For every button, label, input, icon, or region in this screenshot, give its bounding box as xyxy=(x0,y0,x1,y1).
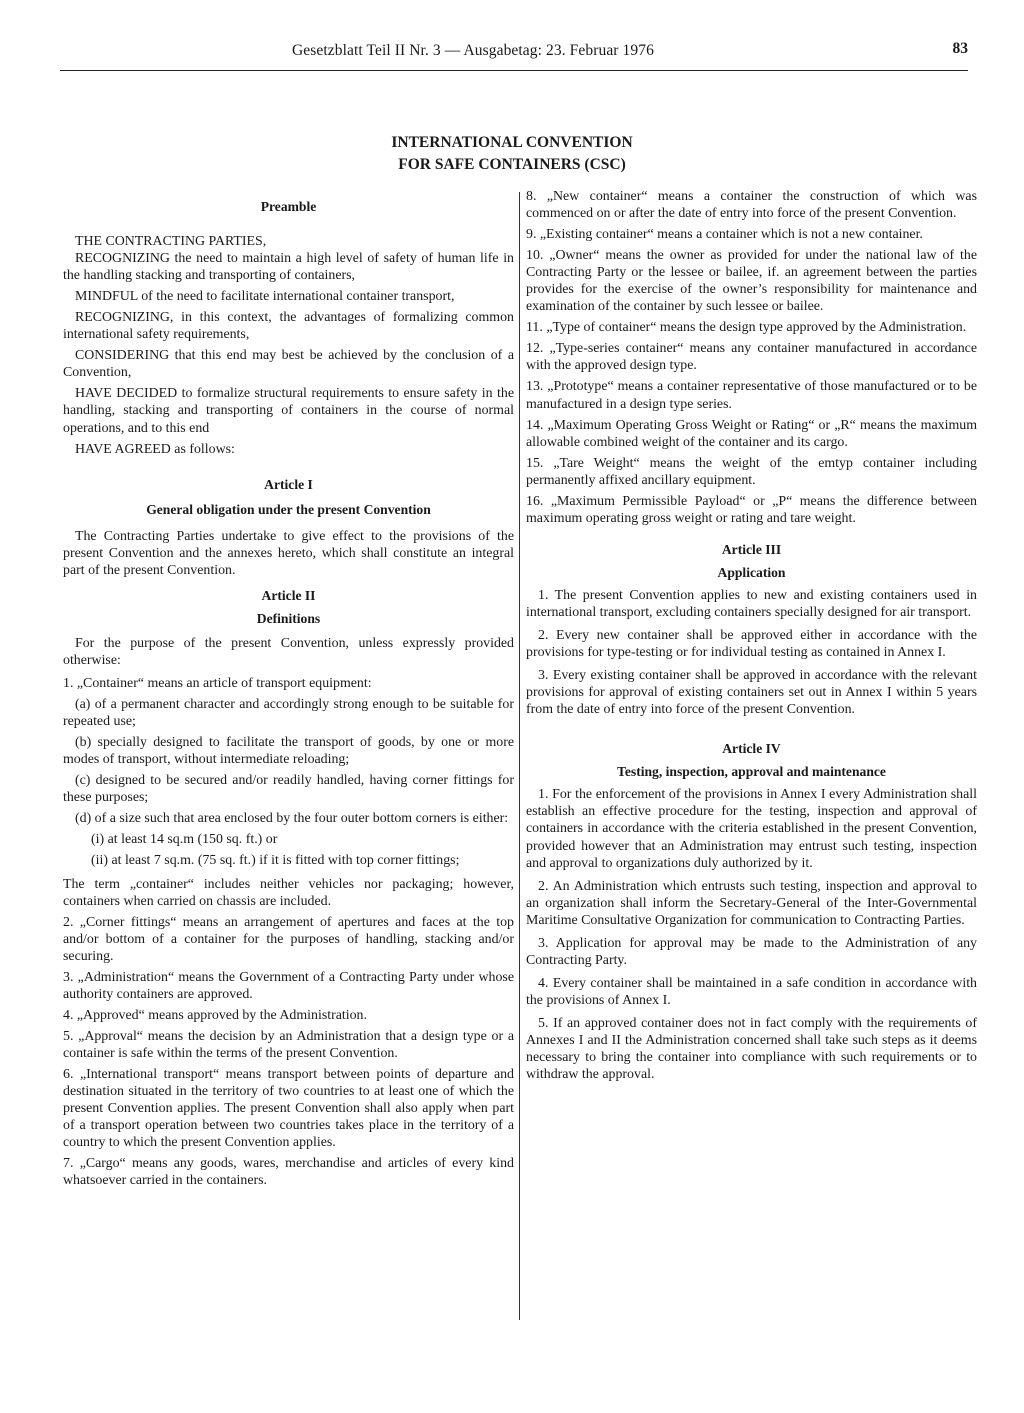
preamble-paragraph: THE CONTRACTING PARTIES, xyxy=(75,234,267,250)
definition-8: 8. „New container“ means a container the construction of which was commenced on or after the date of entry into force of the present Convention. xyxy=(526,189,977,222)
definition-1-c: (c) designed to be secured and/or readily handled, having corner fittings for these purposes; xyxy=(63,773,514,806)
article-1-subheading: General obligation under the present Convention xyxy=(146,501,431,517)
definition-1-d: (d) of a size such that area enclosed by the four outer bottom corners is either: xyxy=(75,811,509,827)
article-4-heading: Article IV xyxy=(722,741,781,757)
preamble-paragraph: HAVE DECIDED to formalize structural requirements to ensure safety in the handling, stacking and transporting of containers in the course of normal operations, and to this end xyxy=(63,386,514,436)
definition-1-d-ii: (ii) at least 7 sq.m. (75 sq. ft.) if it is fitted with top corner fittings; xyxy=(91,853,460,869)
definition-2: 2. „Corner fittings“ means an arrangement of apertures and faces at the top and/or bottom of a container for the purposes of handling, stacking and/or securing. xyxy=(63,914,514,964)
article-1-heading: Article I xyxy=(264,476,313,492)
preamble-paragraph: MINDFUL of the need to facilitate international container transport, xyxy=(75,289,455,305)
definition-1-tail: The term „container“ includes neither vehicles nor packaging; however, containers when carried on chassis are included. xyxy=(63,876,514,909)
article-4-paragraph-4: 4. Every container shall be maintained in a safe condition in accordance with the provisions of Annex I. xyxy=(526,975,977,1008)
title-line-1: INTERNATIONAL CONVENTION xyxy=(391,134,633,151)
running-title: Gesetzblatt Teil II Nr. 3 — Ausgabetag: 23. Februar 1976 xyxy=(292,42,654,59)
preamble-paragraph: HAVE AGREED as follows: xyxy=(75,441,235,457)
article-4-paragraph-2: 2. An Administration which entrusts such testing, inspection and approval to an organization shall inform the Secretary-General of the Inter-Governmental Maritime Consultative Organization for communication to Contracting Parties. xyxy=(526,878,977,928)
definition-4: 4. „Approved“ means approved by the Administration. xyxy=(63,1007,367,1023)
definition-15: 15. „Tare Weight“ means the weight of the emtyp container including permanently affixed ancillary equipment. xyxy=(526,455,977,488)
definition-11: 11. „Type of container“ means the design type approved by the Administration. xyxy=(526,320,967,336)
article-4-paragraph-5: 5. If an approved container does not in fact comply with the requirements of Annexes I and II the Administration concerned shall take such steps as it deems necessary to bring the container into compliance with such requirements or to withdraw the approval. xyxy=(526,1015,977,1083)
definition-16: 16. „Maximum Permissible Payload“ or „P“ means the difference between maximum operating gross weight or rating and tare weight. xyxy=(526,493,977,526)
definition-12: 12. „Type-series container“ means any container manufactured in accordance with the approved design type. xyxy=(526,341,977,374)
article-4-paragraph-3: 3. Application for approval may be made to the Administration of any Contracting Party. xyxy=(526,935,977,968)
definition-1-d-i: (i) at least 14 sq.m (150 sq. ft.) or xyxy=(91,832,278,848)
article-2-heading: Article II xyxy=(261,587,316,603)
page-number: 83 xyxy=(952,40,968,57)
preamble-paragraph: RECOGNIZING the need to maintain a high level of safety of human life in the handling stacking and transporting of containers, xyxy=(63,251,514,284)
article-2-subheading: Definitions xyxy=(256,610,321,626)
definition-14: 14. „Maximum Operating Gross Weight or Rating“ or „R“ means the maximum allowable combined weight of the container and its cargo. xyxy=(526,417,977,450)
definition-7: 7. „Cargo“ means any goods, wares, merchandise and articles of every kind whatsoever carried in the containers. xyxy=(63,1156,514,1189)
definition-10: 10. „Owner“ means the owner as provided for under the national law of the Contracting Party or the lessee or bailee, if. an agreement between the parties provides for the exercise of the owner’s responsibility for maintenance and examination of the container by such lessee or bailee. xyxy=(526,248,977,315)
definition-1-b: (b) specially designed to facilitate the transport of goods, by one or more modes of transport, without intermediate reloading; xyxy=(63,735,514,768)
definition-6: 6. „International transport“ means transport between points of departure and destination situated in the territory of two countries to at least one of which the present Convention applies. The present Convention shall also apply when part of a transport operation between two countries takes place in the territory of a country to which the present Convention applies. xyxy=(63,1066,514,1151)
document-title xyxy=(0,132,1024,176)
definition-5: 5. „Approval“ means the decision by an Administration that a design type or a container is safe within the terms of the present Convention. xyxy=(63,1028,514,1061)
article-4-paragraph-1: 1. For the enforcement of the provisions in Annex I every Administration shall establish an effective procedure for the testing, inspection and approval of containers in accordance with the criteria established in the present Convention, provided however that an Administration may entrust such testing, inspection and approval to organizations duly authorized by it. xyxy=(526,787,977,871)
article-4-subheading: Testing, inspection, approval and maintenance xyxy=(617,764,886,780)
article-3-heading: Article III xyxy=(721,541,782,557)
right-column xyxy=(526,188,977,1083)
definition-3: 3. „Administration“ means the Government of a Contracting Party under whose authority containers are approved. xyxy=(63,969,514,1002)
article-3-paragraph-3: 3. Every existing container shall be approved in accordance with the relevant provisions for approval of existing containers set out in Annex I within 5 years from the date of entry into force of the present Convention. xyxy=(526,668,977,718)
column-divider xyxy=(519,192,520,1320)
article-3-paragraph-1: 1. The present Convention applies to new and existing containers used in international transport, excluding containers specially designed for air transport. xyxy=(526,587,977,620)
page-header xyxy=(60,40,968,71)
preamble-paragraph: CONSIDERING that this end may best be achieved by the conclusion of a Convention, xyxy=(63,348,514,381)
definition-13: 13. „Prototype“ means a container representative of those manufactured or to be manufactured in a design type series. xyxy=(526,379,977,412)
article-3-subheading: Application xyxy=(717,564,786,580)
definition-9: 9. „Existing container“ means a container which is not a new container. xyxy=(526,227,923,243)
definition-1-a: (a) of a permanent character and accordingly strong enough to be suitable for repeated use; xyxy=(63,697,514,730)
article-2-intro: For the purpose of the present Convention, unless expressly provided otherwise: xyxy=(63,635,514,668)
preamble-paragraph: RECOGNIZING, in this context, the advantages of formalizing common international safety requirements, xyxy=(63,310,514,343)
title-line-2: FOR SAFE CONTAINERS (CSC) xyxy=(398,156,626,173)
article-1-text: The Contracting Parties undertake to give effect to the provisions of the present Convention and the annexes hereto, which shall constitute an integral part of the present Convention. xyxy=(63,528,514,578)
left-column xyxy=(63,198,514,1189)
definition-1: 1. „Container“ means an article of transport equipment: xyxy=(63,676,372,692)
preamble-heading: Preamble xyxy=(260,199,317,214)
article-3-paragraph-2: 2. Every new container shall be approved either in accordance with the provisions for type-testing or for individual testing as contained in Annex I. xyxy=(526,628,977,661)
